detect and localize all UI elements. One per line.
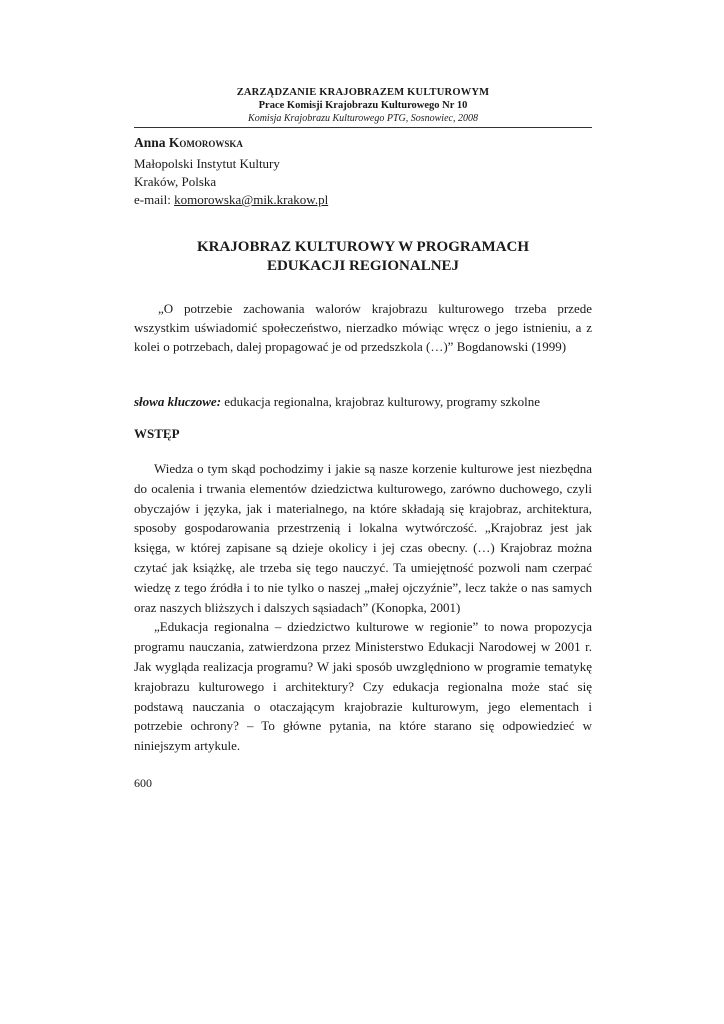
series-title: ZARZĄDZANIE KRAJOBRAZEM KULTUROWYM xyxy=(236,87,490,98)
series-subtitle: Prace Komisji Krajobrazu Kulturowego Nr 10 xyxy=(258,100,468,111)
author-institution: Małopolski Instytut Kultury xyxy=(134,156,280,171)
author-location: Kraków, Polska xyxy=(134,174,217,189)
article-title xyxy=(134,238,592,276)
title-line-1: KRAJOBRAZ KULTUROWY W PROGRAMACH xyxy=(196,239,530,255)
header-rule xyxy=(134,127,592,128)
author-name xyxy=(134,135,243,151)
author-affiliation xyxy=(134,155,328,209)
email-label: e-mail: xyxy=(134,192,171,207)
paragraph: „Edukacja regionalna – dziedzictwo kulturowe w regionie” to nowa propozycja programu nauczania, zatwierdzona przez Ministerstwo Edukacji Narodowej w 2001 r. Jak wygląda realizacja programu? W jaki sposób uwzględniono w programie tematykę krajobrazu kulturowego i architektury? Czy edukacja regionalna może stać się podstawą nauczania o otaczającym krajobrazie kulturowym, jego elementach i potrzebie ochrony? – To główne pytania, na które starano się odpowiedzieć w niniejszym artykule. xyxy=(134,619,592,754)
email-link[interactable]: komorowska@mik.krakow.pl xyxy=(174,192,329,207)
paragraph: Wiedza o tym skąd pochodzimy i jakie są nasze korzenie kulturowe jest niezbędna do ocalenia i trwania elementów dziedzictwa kulturowego, zarówno duchowego, czyli obyczajów i języka, jak i materialnego, na które składają się krajobraz, architektura, sposoby gospodarowania przestrzenią i lokalna wytwórczość. „Krajobraz jest jak księga, w której zapisane są dzieje okolicy i jej czas obecny. (…) Krajobraz można czytać jak książkę, ale trzeba się tego nauczyć. Ta umiejętność pozwoli nam czerpać wiedzę z tego źródła i to nie tylko o naszej „małej ojczyźnie”, lecz także o nas samych oraz naszych bliższych i dalszych sąsiadach” (Konopka, 2001) xyxy=(134,461,592,615)
epigraph-quote: „O potrzebie zachowania walorów krajobrazu kulturowego trzeba przede wszystkim uświadomić społeczeństwo, nierzadko mówiąc wręcz o jego istnieniu, a z kolei o potrzebach, dalej propagować je od przedszkola (…)” Bogdanowski (1999) xyxy=(134,301,592,354)
author-last-name: Komorowska xyxy=(168,135,243,150)
keywords-label: słowa kluczowe: xyxy=(134,394,222,409)
author-first-name: Anna xyxy=(134,135,166,150)
author-email-line xyxy=(134,191,328,209)
keywords xyxy=(134,392,592,411)
page-number: 600 xyxy=(134,776,152,790)
running-header xyxy=(134,86,592,125)
keywords-text: edukacja regionalna, krajobraz kulturowy, programy szkolne xyxy=(224,394,541,409)
section-heading: WSTĘP xyxy=(134,426,180,441)
title-line-2: EDUKACJI REGIONALNEJ xyxy=(266,258,460,274)
body-text xyxy=(134,459,592,756)
publisher-line: Komisja Krajobrazu Kulturowego PTG, Sosnowiec, 2008 xyxy=(248,113,478,124)
